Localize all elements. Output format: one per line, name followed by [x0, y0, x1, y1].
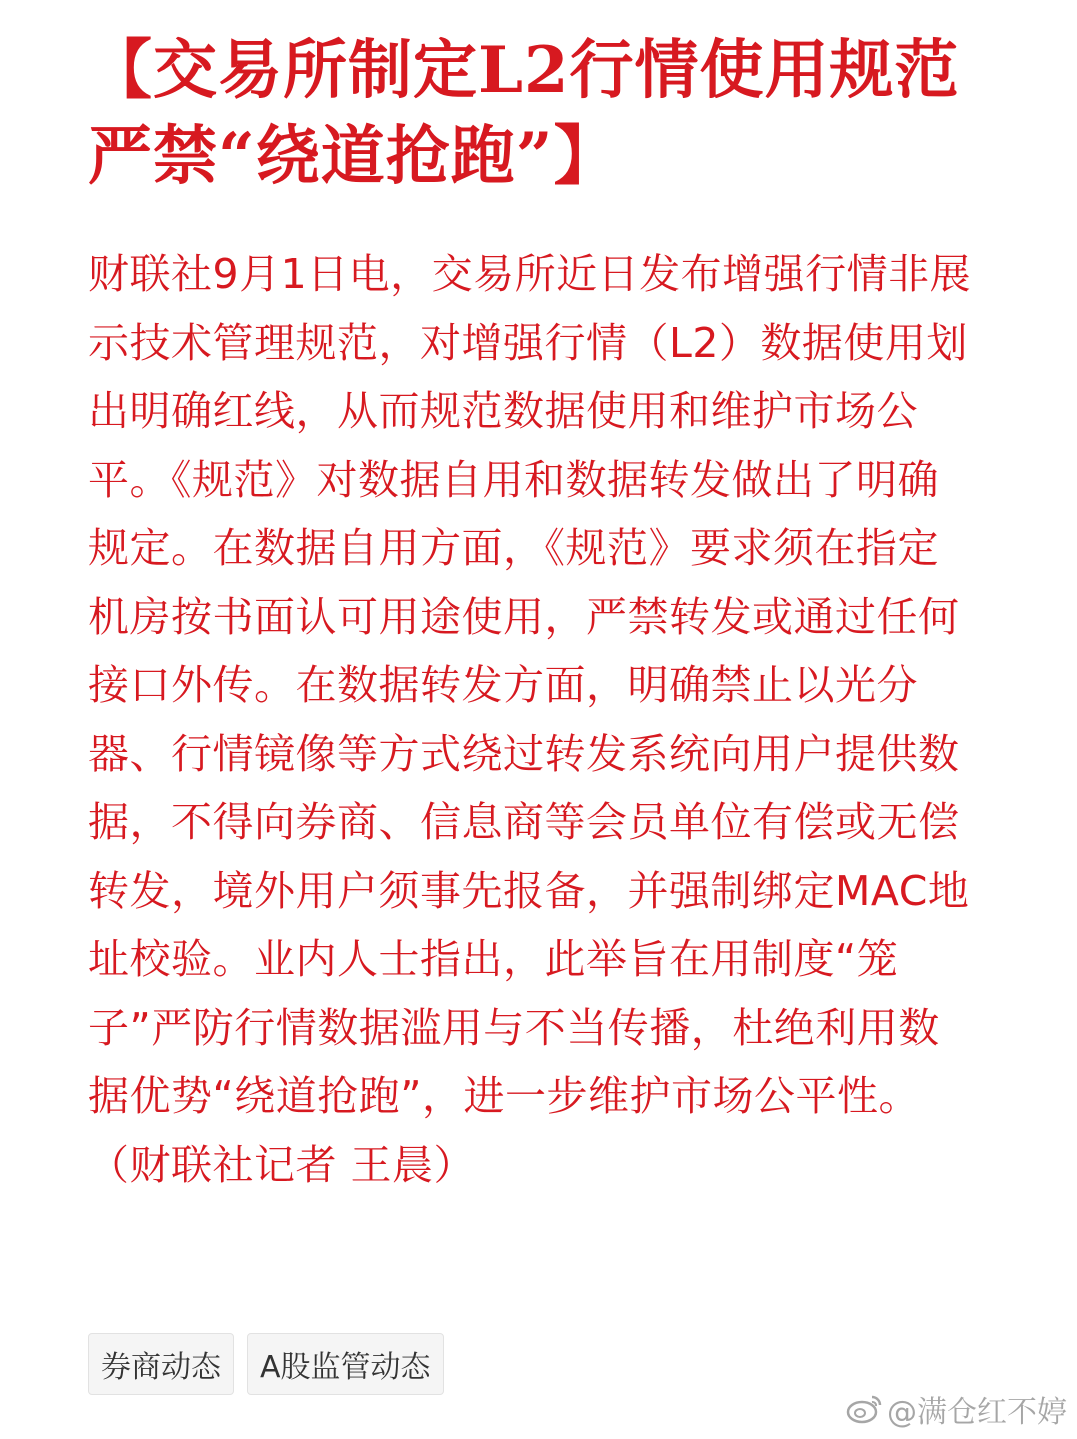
topic-tags	[88, 1333, 444, 1395]
watermark-text: @满仓红不婷	[887, 1395, 1067, 1430]
weibo-icon	[845, 1393, 883, 1425]
article-headline: 【交易所制定L2行情使用规范 严禁“绕道抢跑”】	[88, 33, 960, 194]
article-body: 财联社9月1日电，交易所近日发布增强行情非展示技术管理规范，对增强行情（L2）数据使用划出明确红线，从而规范数据使用和维护市场公平。《规范》对数据自用和数据转发做出了明确规定。在数据自用方面，《规范》要求须在指定机房按书面认可用途使用，严禁转发或通过任何接口外传。在数据转发方面，明确禁止以光分器、行情镜像等方式绕过转发系统向用户提供数据，不得向券商、信息商等会员单位有偿或无偿转发，境外用户须事先报备，并强制绑定MAC地址校验。业内人士指出，此举旨在用制度“笼子”严防行情数据滥用与不当传播，杜绝利用数据优势“绕道抢跑”，进一步维护市场公平性。 （财联社记者 王晨）	[88, 250, 972, 1189]
tag-a-share-regulation[interactable]: A股监管动态	[247, 1333, 444, 1395]
watermark	[845, 1387, 1067, 1431]
tag-broker-news[interactable]: 券商动态	[88, 1333, 234, 1395]
